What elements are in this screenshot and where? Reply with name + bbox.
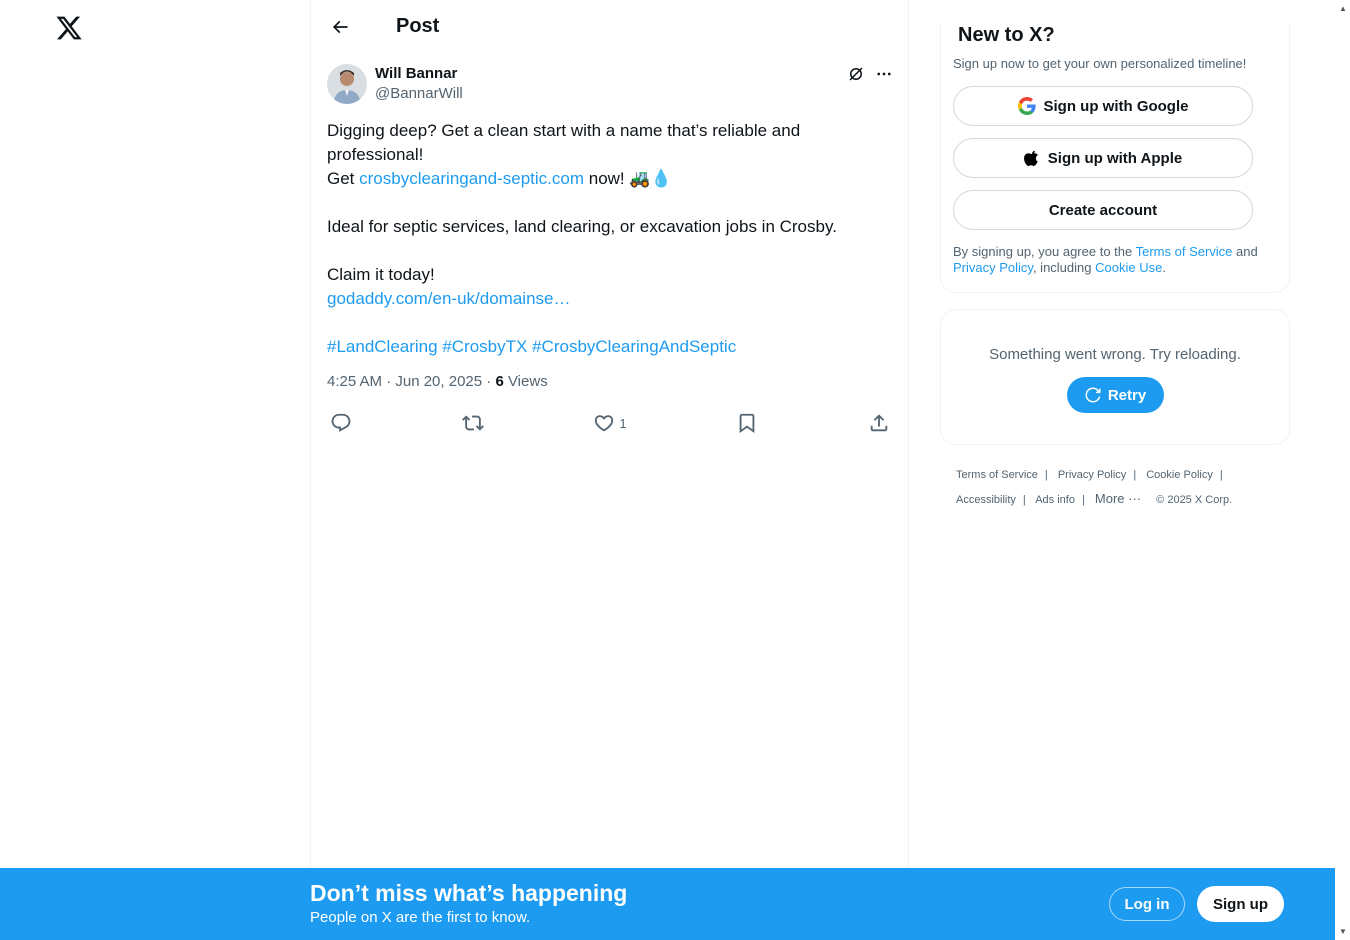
- signup-button[interactable]: Sign up: [1197, 886, 1284, 922]
- repost-button[interactable]: [462, 412, 484, 434]
- retry-label: Retry: [1107, 386, 1147, 404]
- domain-link[interactable]: crosbyclearingand-septic.com: [359, 169, 585, 188]
- blank-line: [327, 311, 892, 335]
- post-line: Ideal for septic services, land clearing, or excavation jobs in Crosby.: [327, 217, 837, 236]
- left-nav: [0, 0, 310, 940]
- godaddy-link[interactable]: godaddy.com/en-uk/domainse…: [327, 289, 571, 308]
- terms-link[interactable]: Terms of Service: [1135, 244, 1233, 259]
- post-text-segment: now! 🚜💧: [584, 169, 672, 188]
- hashtag-link[interactable]: #LandClearing: [327, 337, 438, 356]
- post-timestamp[interactable]: 4:25 AM · Jun 20, 2025 ·: [327, 373, 496, 390]
- apple-signup-button[interactable]: [953, 138, 1253, 178]
- back-arrow-icon[interactable]: [323, 10, 357, 44]
- post-line: Digging deep? Get a clean start with a name that’s reliable and professional!: [327, 121, 801, 164]
- footer-privacy-link[interactable]: Privacy Policy: [1057, 469, 1127, 481]
- x-logo-icon[interactable]: [55, 14, 83, 42]
- reply-button[interactable]: [330, 412, 352, 434]
- post-line: [327, 167, 892, 191]
- reply-icon: [330, 412, 352, 434]
- hashtag-link[interactable]: #CrosbyTX: [442, 337, 528, 356]
- legal-text: By signing up, you agree to the: [953, 244, 1136, 259]
- heart-icon: [593, 412, 615, 434]
- post-text-segment: Get: [327, 169, 360, 188]
- signup-subtitle: Sign up now to get your own personalized timeline!: [953, 56, 1247, 71]
- legal-text: , including: [1032, 260, 1096, 275]
- blank-line: [327, 239, 892, 263]
- blank-line: [327, 191, 892, 215]
- legal-text: .: [1162, 260, 1166, 275]
- footer-ads-link[interactable]: Ads info: [1035, 494, 1075, 506]
- grok-icon[interactable]: [846, 64, 866, 84]
- create-account-button[interactable]: Create account: [953, 190, 1253, 230]
- scrollbar[interactable]: [1335, 0, 1350, 940]
- post-header: [311, 0, 908, 53]
- right-sidebar: [940, 0, 1290, 512]
- share-icon: [868, 412, 890, 434]
- share-button[interactable]: [868, 412, 890, 434]
- privacy-link[interactable]: Privacy Policy: [953, 260, 1033, 275]
- footer-terms-link[interactable]: Terms of Service: [956, 469, 1038, 481]
- footer-cookie-link[interactable]: Cookie Policy: [1146, 469, 1213, 481]
- like-button[interactable]: [593, 412, 626, 434]
- apple-signup-label: Sign up with Apple: [1047, 149, 1183, 167]
- views-label: Views: [503, 373, 548, 390]
- repost-icon: [462, 412, 484, 434]
- author-handle[interactable]: @BannarWill: [375, 85, 463, 102]
- refresh-icon: [1084, 386, 1102, 404]
- bookmark-icon: [736, 412, 758, 434]
- google-icon: [1018, 97, 1036, 115]
- scroll-down-icon[interactable]: ▼: [1339, 927, 1347, 936]
- login-button[interactable]: Log in: [1109, 887, 1185, 921]
- copyright: © 2025 X Corp.: [1156, 494, 1233, 506]
- post-author: [327, 64, 892, 104]
- banner-title: Don’t miss what’s happening: [310, 880, 628, 906]
- post-text: [327, 119, 892, 359]
- legal-text: and: [1232, 244, 1258, 259]
- footer-links: Terms of Service | Privacy Policy | Cookie Policy | Accessibility | Ads info | More ··· © 2025 X Corp.: [956, 469, 1233, 506]
- retry-button[interactable]: [1067, 377, 1164, 413]
- author-name[interactable]: Will Bannar: [375, 65, 458, 82]
- signup-legal-text: [953, 244, 1283, 276]
- like-count: 1: [619, 415, 627, 431]
- more-options-icon[interactable]: [874, 64, 894, 84]
- google-signup-label: Sign up with Google: [1043, 97, 1189, 115]
- page-title: Post: [396, 15, 440, 37]
- apple-icon: [1024, 149, 1040, 167]
- trends-card: [940, 309, 1290, 445]
- post-actions: [327, 412, 892, 434]
- views-count: 6: [495, 373, 504, 390]
- footer-more-link[interactable]: More ···: [1094, 491, 1142, 506]
- post-line: Claim it today!: [327, 265, 435, 284]
- hashtags: [327, 335, 892, 359]
- main-column: [310, 0, 909, 868]
- banner-subtitle: People on X are the first to know.: [310, 909, 531, 926]
- bookmark-button[interactable]: [736, 412, 758, 434]
- signup-title: New to X?: [958, 24, 1055, 46]
- signup-card: [940, 24, 1290, 293]
- cookie-use-link[interactable]: Cookie Use: [1095, 260, 1163, 275]
- post-meta: [327, 373, 892, 390]
- post: [311, 64, 908, 434]
- avatar[interactable]: [327, 64, 367, 104]
- scroll-up-icon[interactable]: ▲: [1339, 4, 1347, 13]
- hashtag-link[interactable]: #CrosbyClearingAndSeptic: [532, 337, 737, 356]
- google-signup-button[interactable]: [953, 86, 1253, 126]
- login-banner: [0, 868, 1335, 940]
- footer-accessibility-link[interactable]: Accessibility: [956, 494, 1016, 506]
- error-message: Something went wrong. Try reloading.: [989, 346, 1241, 363]
